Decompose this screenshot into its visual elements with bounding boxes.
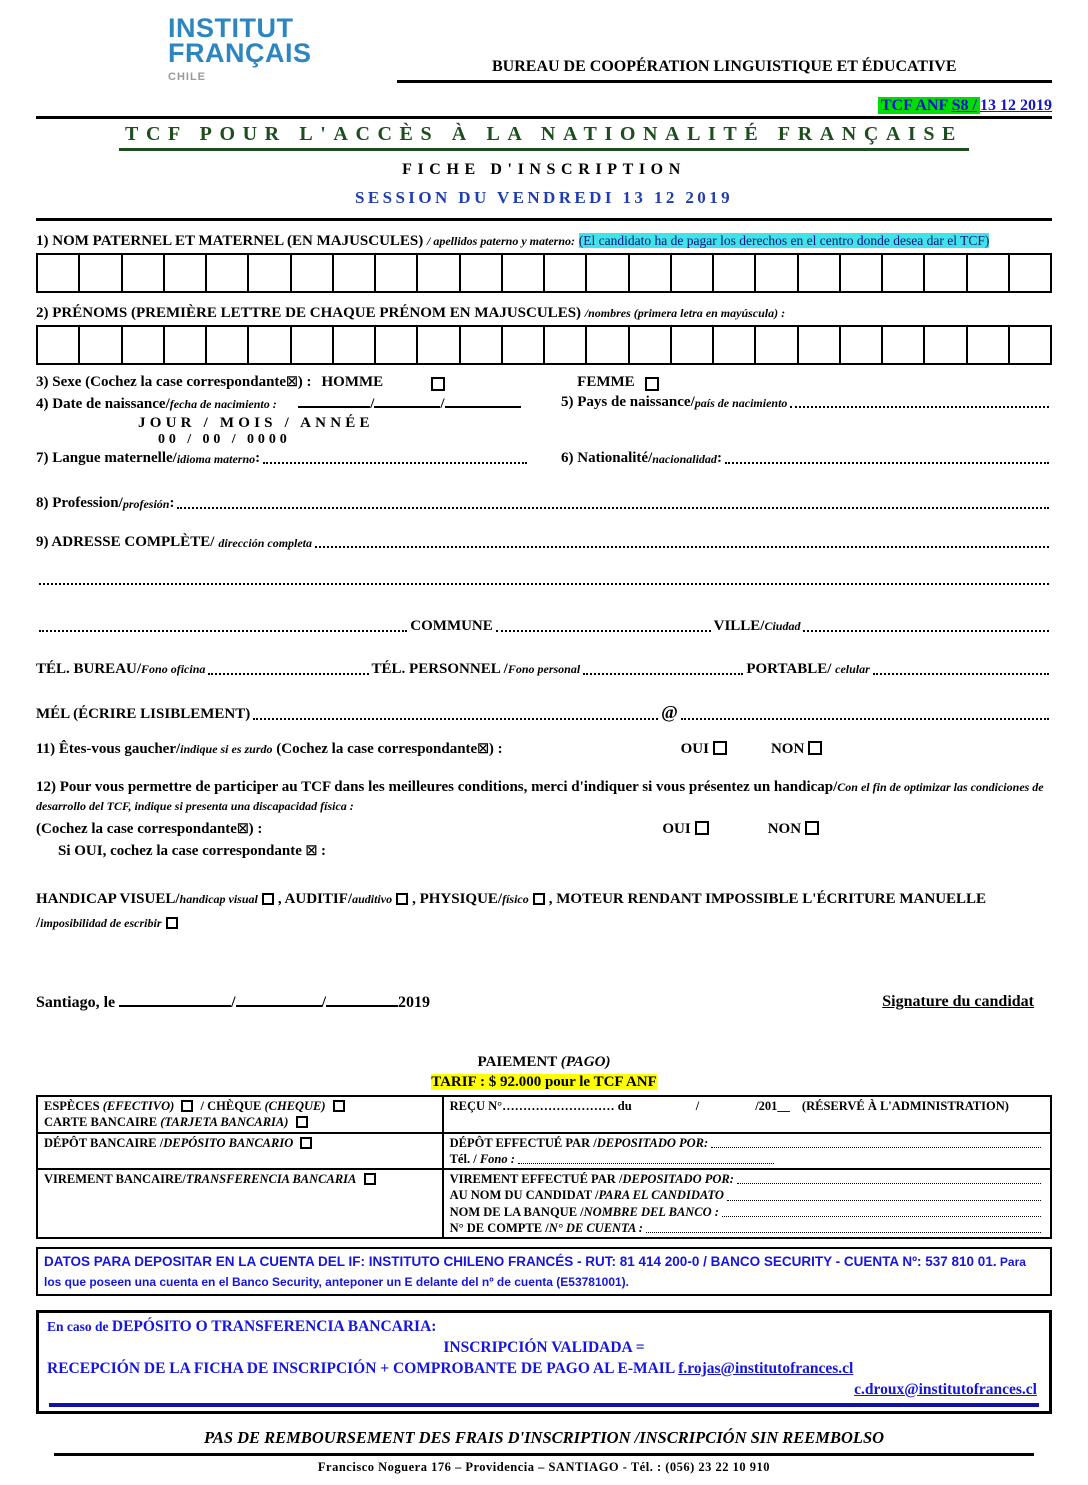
dob-month-input[interactable] xyxy=(374,394,440,408)
depot-info-cell xyxy=(443,1133,1051,1170)
dob-day-input[interactable] xyxy=(298,394,370,408)
field4-label-es: fecha de nacimiento : xyxy=(169,397,277,411)
at-sign: @ xyxy=(661,702,678,722)
handicap-types-row xyxy=(36,887,1052,935)
tarif-line xyxy=(36,1074,1052,1091)
handicap-physique-label: , PHYSIQUE/físico xyxy=(412,891,529,907)
santiago-le-label: Santiago, le xyxy=(36,994,116,1011)
bureau-heading: BUREAU DE COOPÉRATION LINGUISTIQUE ET ÉDUCATIVE xyxy=(397,58,1053,83)
colon: : xyxy=(255,450,261,466)
field2-label xyxy=(36,305,1052,322)
checked-box-icon: ☒ xyxy=(477,741,489,756)
handicap-auditif-checkbox[interactable] xyxy=(396,893,408,905)
field7-label-fr: 7) Langue maternelle/ xyxy=(36,450,177,466)
field9-label-es: dirección completa xyxy=(218,536,313,550)
field9-label-fr: 9) ADRESSE COMPLÈTE/ xyxy=(36,534,215,550)
checked-box-icon: ☒ xyxy=(305,843,318,859)
letter-cell[interactable] xyxy=(883,255,925,291)
signature-row xyxy=(36,993,1052,1012)
logo-country: CHILE xyxy=(168,70,206,83)
letter-cell[interactable] xyxy=(376,255,418,291)
handicap-physique-checkbox[interactable] xyxy=(533,893,545,905)
gaucher-non-checkbox[interactable] xyxy=(808,741,822,755)
slash: / xyxy=(370,396,375,412)
logo-line2: FRANÇAIS xyxy=(168,37,312,68)
email-row xyxy=(36,702,1052,723)
letter-cell[interactable] xyxy=(630,255,672,291)
letter-cell[interactable] xyxy=(587,327,629,363)
letter-cell[interactable] xyxy=(418,255,460,291)
field6-label-fr: 6) Nationalité/ xyxy=(561,450,653,466)
virement-label: VIREMENT BANCAIRE/TRANSFERENCIA BANCARIA xyxy=(44,1172,357,1186)
mel-label: MÉL (ÉCRIRE LISIBLEMENT) xyxy=(36,706,251,722)
field2-label-es: /nombres (primera letra en mayúscula) : xyxy=(584,306,786,320)
compte-input[interactable] xyxy=(646,1231,1041,1233)
tel-bureau-label: TÉL. BUREAU/Fono oficina xyxy=(36,661,206,677)
recu-year-blank: /201__ xyxy=(755,1099,790,1113)
sig-month-input[interactable] xyxy=(236,993,322,1007)
validation-line2: INSCRIPCIÓN VALIDADA = xyxy=(443,1339,645,1357)
field5-label-es: país de nacimiento xyxy=(694,396,788,410)
email-link-frojas[interactable]: f.rojas@institutofrances.cl xyxy=(678,1359,854,1377)
bank-account-main: DATOS PARA DEPOSITAR EN LA CUENTA DEL IF: INSTITUTO CHILENO FRANCÉS - RUT: 81 414 200-0 / BANCO SECURITY - CUENTA Nº: 537 810 01. xyxy=(44,1254,997,1269)
banque-label: NOM DE LA BANQUE /NOMBRE DEL BANCO : xyxy=(449,1204,719,1219)
letter-cell[interactable] xyxy=(123,255,165,291)
field4-dob xyxy=(36,394,561,448)
payment-title: PAIEMENT (PAGO) xyxy=(477,1054,611,1070)
letter-cell[interactable] xyxy=(80,327,122,363)
letter-cell[interactable] xyxy=(925,327,967,363)
institut-francais-logo xyxy=(168,13,312,83)
letter-cell[interactable] xyxy=(756,255,798,291)
admin-reserved-note: (RÉSERVÉ À L'ADMINISTRATION) xyxy=(801,1099,1009,1113)
depot-checkbox[interactable] xyxy=(300,1137,312,1149)
letter-cell[interactable] xyxy=(672,255,714,291)
field3-sex xyxy=(36,374,1052,391)
recu-cell xyxy=(443,1096,1051,1133)
letter-cell[interactable] xyxy=(587,255,629,291)
title-rule xyxy=(36,218,1052,221)
tel-perso-label: TÉL. PERSONNEL /Fono personal xyxy=(371,661,581,677)
commune-ville-row xyxy=(36,618,1052,635)
country-of-birth-input[interactable] xyxy=(790,406,1049,408)
handicap-visuel-checkbox[interactable] xyxy=(262,893,274,905)
payment-row-virement xyxy=(37,1169,1051,1238)
letter-cell[interactable] xyxy=(292,255,334,291)
depot-par-input[interactable] xyxy=(711,1146,1041,1148)
letter-cell[interactable] xyxy=(292,327,334,363)
letter-cell[interactable] xyxy=(841,255,883,291)
letter-cell[interactable] xyxy=(249,255,291,291)
letter-cell[interactable] xyxy=(38,255,80,291)
sig-year-input[interactable] xyxy=(326,993,398,1007)
validation-line1: En caso de DEPÓSITO O TRANSFERENCIA BANCARIA: xyxy=(47,1318,437,1336)
cheque-checkbox[interactable] xyxy=(333,1100,345,1112)
recu-label: REÇU N°……………………… du xyxy=(449,1099,632,1113)
session-tag-highlight xyxy=(878,97,980,114)
commune-input[interactable] xyxy=(496,630,711,632)
field12-line1-fr: 12) Pour vous permettre de participer au TCF dans les meilleures conditions, merci d'indiquer si vous présentez un handicap/ xyxy=(36,779,838,795)
carte-label: CARTE BANCAIRE (TARJETA BANCARIA) xyxy=(44,1115,289,1130)
bank-account-note: Para los que poseen una cuenta en el Banco Security, anteponer un E delante del nº de cuenta (E53781001). xyxy=(44,1255,1026,1289)
letter-cell[interactable] xyxy=(80,255,122,291)
field4-label-fr: 4) Date de naissance/ xyxy=(36,396,170,412)
field8-label-fr: 8) Profession/ xyxy=(36,495,123,511)
letter-cell[interactable] xyxy=(968,255,1010,291)
jour-mois-annee: JOUR / MOIS / ANNÉE xyxy=(138,415,374,431)
letter-cell[interactable] xyxy=(461,327,503,363)
checked-box-icon: ☒ xyxy=(286,374,298,389)
no-refund-line: PAS DE REMBOURSEMENT DES FRAIS D'INSCRIPTION /INSCRIPCIÓN SIN REEMBOLSO xyxy=(203,1427,885,1447)
email-local-input[interactable] xyxy=(253,718,658,720)
letter-cell[interactable] xyxy=(376,327,418,363)
letter-cell[interactable] xyxy=(503,255,545,291)
field7-6-row xyxy=(36,450,1052,467)
slash: / xyxy=(321,994,327,1011)
letter-cell[interactable] xyxy=(799,255,841,291)
session-tag xyxy=(36,97,1052,115)
letter-cell[interactable] xyxy=(334,327,376,363)
letter-cell[interactable] xyxy=(841,327,883,363)
field11-non: NON xyxy=(771,741,826,758)
validation-box xyxy=(36,1310,1052,1414)
bureau-heading-wrap xyxy=(397,58,1053,83)
field12-oui: OUI xyxy=(662,820,712,839)
letter-cell[interactable] xyxy=(461,255,503,291)
au-nom-label: AU NOM DU CANDIDAT /PARA EL CANDIDATO xyxy=(449,1188,724,1203)
field1-label-fr: 1) NOM PATERNEL ET MATERNEL (EN MAJUSCULES) xyxy=(36,233,424,249)
address-line2 xyxy=(36,583,1052,588)
femme-label: FEMME xyxy=(577,374,635,390)
slash: / xyxy=(197,1099,208,1113)
payment-row-depot xyxy=(37,1133,1051,1170)
letter-cell[interactable] xyxy=(714,255,756,291)
letter-cell[interactable] xyxy=(123,327,165,363)
virement-checkbox[interactable] xyxy=(364,1173,376,1185)
field12-coche-label: (Cochez la case correspondante☒) : xyxy=(36,820,263,837)
handicap-moteur-checkbox[interactable] xyxy=(166,917,178,929)
field12-line2 xyxy=(36,820,1052,839)
handicap-visuel-label: HANDICAP VISUEL/handicap visual xyxy=(36,891,258,907)
letter-cell[interactable] xyxy=(165,327,207,363)
letter-cell[interactable] xyxy=(925,255,967,291)
banque-input[interactable] xyxy=(722,1215,1041,1217)
field2-label-fr: 2) PRÉNOMS (PREMIÈRE LETTRE DE CHAQUE PRÉNOM EN MAJUSCULES) xyxy=(36,305,582,321)
especes-label: ESPÈCES (EFECTIVO) xyxy=(44,1099,175,1113)
payment-table xyxy=(36,1095,1052,1239)
field11-lefthanded xyxy=(36,741,1052,758)
letter-cell[interactable] xyxy=(883,327,925,363)
recu-day-space[interactable] xyxy=(632,1098,696,1114)
handicap-oui-checkbox[interactable] xyxy=(695,821,709,835)
address-input-line2[interactable] xyxy=(39,583,1049,585)
address-input-line3[interactable] xyxy=(39,630,407,632)
carte-checkbox[interactable] xyxy=(296,1116,308,1128)
virement-info-cell xyxy=(443,1169,1051,1238)
depot-label: DÉPÔT BANCAIRE /DEPÓSITO BANCARIO xyxy=(44,1135,294,1150)
letter-cell[interactable] xyxy=(207,255,249,291)
letter-cell[interactable] xyxy=(672,327,714,363)
ville-label: VILLE/Ciudad xyxy=(713,618,801,634)
letter-cell[interactable] xyxy=(1010,327,1050,363)
letter-cell[interactable] xyxy=(756,327,798,363)
checked-box-icon: ☒ xyxy=(236,820,249,836)
tel-bureau-input[interactable] xyxy=(208,673,368,675)
slash: / xyxy=(695,1099,700,1113)
letter-cell[interactable] xyxy=(545,255,587,291)
tel-perso-input[interactable] xyxy=(583,673,743,675)
slash: / xyxy=(231,994,236,1011)
tag-date: 13 12 2019 xyxy=(980,97,1052,114)
dob-year-input[interactable] xyxy=(445,394,521,408)
field7-label-es: idioma materno xyxy=(176,452,256,466)
field6-label-es: nacionalidad xyxy=(652,452,717,466)
field3-label: 3) Sexe (Cochez la case correspondante☒) : xyxy=(36,374,312,390)
field1-label-es: / apellidos paterno y materno: xyxy=(427,234,576,248)
email-domain-input[interactable] xyxy=(681,718,1049,720)
letter-cell[interactable] xyxy=(38,327,80,363)
sig-year-label: 2019 xyxy=(398,994,431,1011)
field4-5-row xyxy=(36,394,1052,448)
field12-line3: Si OUI, cochez la case correspondante ☒ : xyxy=(58,843,327,860)
letter-cell[interactable] xyxy=(545,327,587,363)
portable-label: PORTABLE/ celular xyxy=(746,661,870,677)
logo-line1: INSTITUT xyxy=(168,13,294,43)
handicap-non-checkbox[interactable] xyxy=(805,821,819,835)
session-line: SESSION DU VENDREDI 13 12 2019 xyxy=(355,188,733,207)
letter-cell[interactable] xyxy=(630,327,672,363)
tel-fono-input[interactable] xyxy=(518,1162,774,1164)
tag-prefix: TCF ANF xyxy=(880,97,952,114)
signature-label: Signature du candidat xyxy=(882,993,1034,1010)
form-title: TCF POUR L'ACCÈS À LA NATIONALITÉ FRANÇAISE xyxy=(119,123,969,151)
tarif-highlight: TARIF : $ 92.000 pour le TCF ANF xyxy=(431,1074,657,1090)
letter-cell[interactable] xyxy=(503,327,545,363)
field5-label-fr: 5) Pays de naissance/ xyxy=(561,394,695,410)
header xyxy=(36,13,1052,83)
address-input-line1[interactable] xyxy=(315,546,1049,548)
field7-language xyxy=(36,450,561,467)
tag-code: S8 / xyxy=(951,97,977,114)
letter-cell[interactable] xyxy=(714,327,756,363)
letter-cell[interactable] xyxy=(249,327,291,363)
validation-line3: RECEPCIÓN DE LA FICHA DE INSCRIPCIÓN + COMPROBANTE DE PAGO AL E-MAIL f.rojas@institutofrances.cl xyxy=(47,1359,854,1377)
homme-label: HOMME xyxy=(321,374,384,390)
surname-letter-grid xyxy=(36,253,1052,293)
tel-fono-label: Tél. / Fono : xyxy=(449,1151,515,1166)
depot-par-label: DÉPÔT EFFECTUÉ PAR /DEPOSITADO POR: xyxy=(449,1135,709,1150)
dob-placeholder-zeros: 00 / 00 / 0000 xyxy=(158,432,291,447)
letter-cell[interactable] xyxy=(1010,255,1050,291)
date-place-line xyxy=(36,993,430,1012)
field6-nationality xyxy=(561,450,1052,467)
field1-label xyxy=(36,233,1052,250)
field12-handicap xyxy=(36,778,1052,861)
letter-cell[interactable] xyxy=(799,327,841,363)
field12-non: NON xyxy=(768,820,823,839)
phones-row xyxy=(36,661,1052,678)
compte-label: N° DE COMPTE /N° DE CUENTA : xyxy=(449,1220,643,1235)
gaucher-oui-checkbox[interactable] xyxy=(713,741,727,755)
email-link-cdroux[interactable]: c.droux@institutofrances.cl xyxy=(854,1380,1037,1398)
portable-input[interactable] xyxy=(873,673,1049,675)
recu-month-space[interactable] xyxy=(699,1098,755,1114)
header-rule xyxy=(36,116,1052,119)
virement-par-input[interactable] xyxy=(737,1182,1041,1184)
mother-tongue-input[interactable] xyxy=(263,462,527,464)
validation-line4 xyxy=(47,1380,1041,1401)
homme-checkbox[interactable] xyxy=(431,377,445,391)
form-subtitle: FICHE D'INSCRIPTION xyxy=(402,161,686,178)
letter-cell[interactable] xyxy=(418,327,460,363)
sig-day-input[interactable] xyxy=(119,993,231,1007)
femme-checkbox[interactable] xyxy=(645,377,659,391)
letter-cell[interactable] xyxy=(968,327,1010,363)
field9-address xyxy=(36,534,1052,551)
especes-cell xyxy=(37,1096,443,1133)
commune-label: COMMUNE xyxy=(410,618,493,634)
bank-account-box xyxy=(36,1247,1052,1296)
field11-label: 11) Êtes-vous gaucher/indique si es zurdo (Cochez la case correspondante☒) : xyxy=(36,741,503,757)
firstname-letter-grid xyxy=(36,325,1052,365)
profession-input[interactable] xyxy=(177,507,1049,509)
letter-cell[interactable] xyxy=(334,255,376,291)
field12-line1-es: Con el fin de optimizar las condiciones de desarrollo del TCF, indique si presenta una discapacidad física : xyxy=(36,780,1044,813)
field1-payment-note: (El candidato ha de pagar los derechos en el centro donde desea dar el TCF) xyxy=(578,233,990,248)
handicap-moteur-label: , MOTEUR RENDANT IMPOSSIBLE L'ÉCRITURE MANUELLE /imposibilidad de escribir xyxy=(36,891,987,931)
handicap-auditif-label: , AUDITIF/auditivo xyxy=(277,891,393,907)
virement-par-label: VIREMENT EFFECTUÉ PAR /DEPOSITADO POR: xyxy=(449,1172,734,1186)
cheque-label: CHÈQUE (CHEQUE) xyxy=(207,1099,326,1113)
slash: / xyxy=(440,396,445,412)
colon: : xyxy=(716,450,722,466)
payment-row-especes xyxy=(37,1096,1051,1133)
field5-country xyxy=(561,394,1052,411)
ville-input[interactable] xyxy=(803,630,1049,632)
virement-cell xyxy=(37,1169,443,1238)
au-nom-input[interactable] xyxy=(727,1199,1041,1201)
field11-oui: OUI xyxy=(681,741,731,758)
validation-blue-rule xyxy=(49,1403,1039,1407)
nationality-input[interactable] xyxy=(725,462,1049,464)
letter-cell[interactable] xyxy=(207,327,249,363)
especes-checkbox[interactable] xyxy=(181,1100,193,1112)
letter-cell[interactable] xyxy=(165,255,207,291)
field8-profession xyxy=(36,495,1052,512)
footer-address: Francisco Noguera 176 – Providencia – SANTIAGO - Tél. : (056) 23 22 10 910 xyxy=(317,1459,771,1474)
field8-label-es: profesión xyxy=(122,497,170,511)
footer-rule xyxy=(54,1453,1034,1456)
colon: : xyxy=(169,495,175,511)
depot-cell xyxy=(37,1133,443,1170)
